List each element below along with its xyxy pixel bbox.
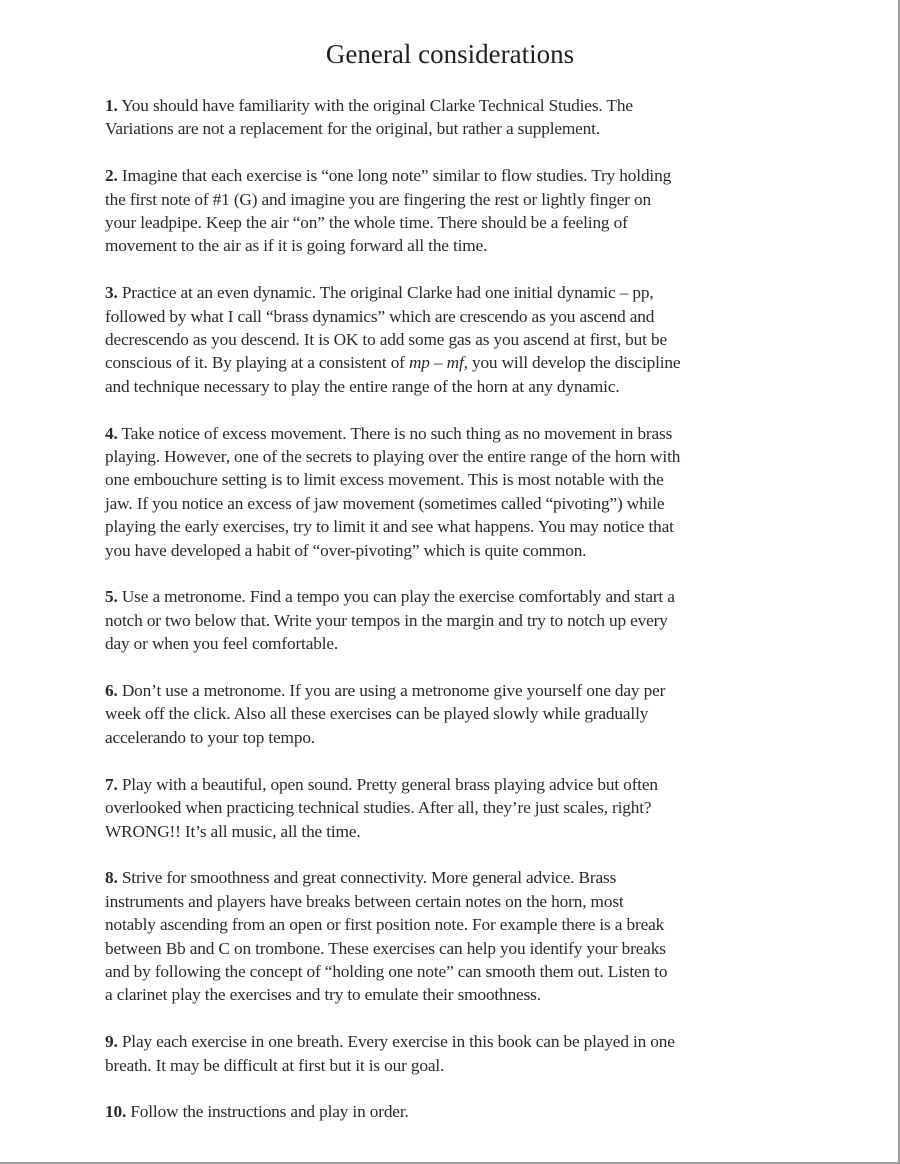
item-text: Play each exercise in one breath. Every exercise in this book can be played in one breath. It may be difficult at first but it is our goal. [105, 1032, 675, 1075]
consideration-item-6 [105, 679, 805, 749]
item-number: 6. [105, 681, 118, 701]
consideration-item-1 [105, 94, 805, 141]
item-text: Strive for smoothness and great connectivity. More general advice. Brass instruments and players have breaks between certain notes on the horn, most notably ascending from an open or first position note. For example there is a break between Bb and C on trombone. These exercises can help you identify your breaks and by following the concept of “holding one note” can smooth them out. Listen to a clarinet play the exercises and try to emulate their smoothness. [105, 868, 668, 1005]
item-number: 2. [105, 166, 118, 186]
item-number: 1. [105, 96, 118, 115]
item-number: 9. [105, 1032, 118, 1052]
consideration-item-3 [105, 281, 805, 398]
consideration-item-9 [105, 1030, 805, 1077]
item-number: 4. [105, 423, 118, 443]
item-text: Follow the instructions and play in order. [126, 1102, 409, 1122]
dynamic-marking: mp – mf, [408, 353, 468, 373]
item-number: 10. [105, 1102, 127, 1122]
item-text: Practice at an even dynamic. The original Clarke had one initial dynamic – pp, followed by what I call “brass dynamics” which are crescendo as you ascend and decrescendo as you descend. It is OK to add some gas as you ascend at first, but be conscious of it. By playing at a consistent of [105, 283, 667, 373]
consideration-item-10 [105, 1100, 805, 1123]
consideration-item-8 [105, 866, 805, 1006]
page-title: General considerations [325, 39, 575, 69]
considerations-list [105, 94, 805, 1147]
item-text-continued: you will develop the discipline and technique necessary to play the entire range of the horn at any dynamic. [105, 353, 681, 396]
item-text: Imagine that each exercise is “one long note” similar to flow studies. Try holding the first note of #1 (G) and imagine you are fingering the rest or lightly finger on your leadpipe. Keep the air “on” the whole time. There should be a feeling of movement to the air as if it is going forward all the time. [105, 166, 672, 256]
item-text: Play with a beautiful, open sound. Pretty general brass playing advice but often overlooked when practicing technical studies. After all, they’re just scales, right? WRONG!! It’s all music, all the time. [105, 774, 658, 841]
consideration-item-2 [105, 164, 805, 258]
item-text: Use a metronome. Find a tempo you can play the exercise comfortably and start a notch or two below that. Write your tempos in the margin and try to notch up every day or when you feel comfortable. [105, 587, 675, 654]
consideration-item-7 [105, 773, 805, 843]
item-text: You should have familiarity with the original Clarke Technical Studies. The Variations are not a replacement for the original, but rather a supplement. [105, 96, 633, 139]
item-text: Take notice of excess movement. There is no such thing as no movement in brass playing. However, one of the secrets to playing over the entire range of the horn with one embouchure setting is to limit excess movement. This is most notable with the jaw. If you notice an excess of jaw movement (sometimes called “pivoting”) while playing the early exercises, try to limit it and see what happens. You may notice that you have developed a habit of “over-pivoting” which is quite common. [105, 423, 681, 560]
item-number: 3. [105, 283, 118, 303]
item-number: 5. [105, 587, 118, 607]
consideration-item-5 [105, 585, 805, 655]
item-number: 7. [105, 774, 118, 794]
item-number: 8. [105, 868, 118, 888]
item-text: Don’t use a metronome. If you are using a metronome give yourself one day per week off the click. Also all these exercises can be played slowly while gradually accelerando to your top tempo. [105, 681, 666, 747]
consideration-item-4 [105, 422, 805, 562]
